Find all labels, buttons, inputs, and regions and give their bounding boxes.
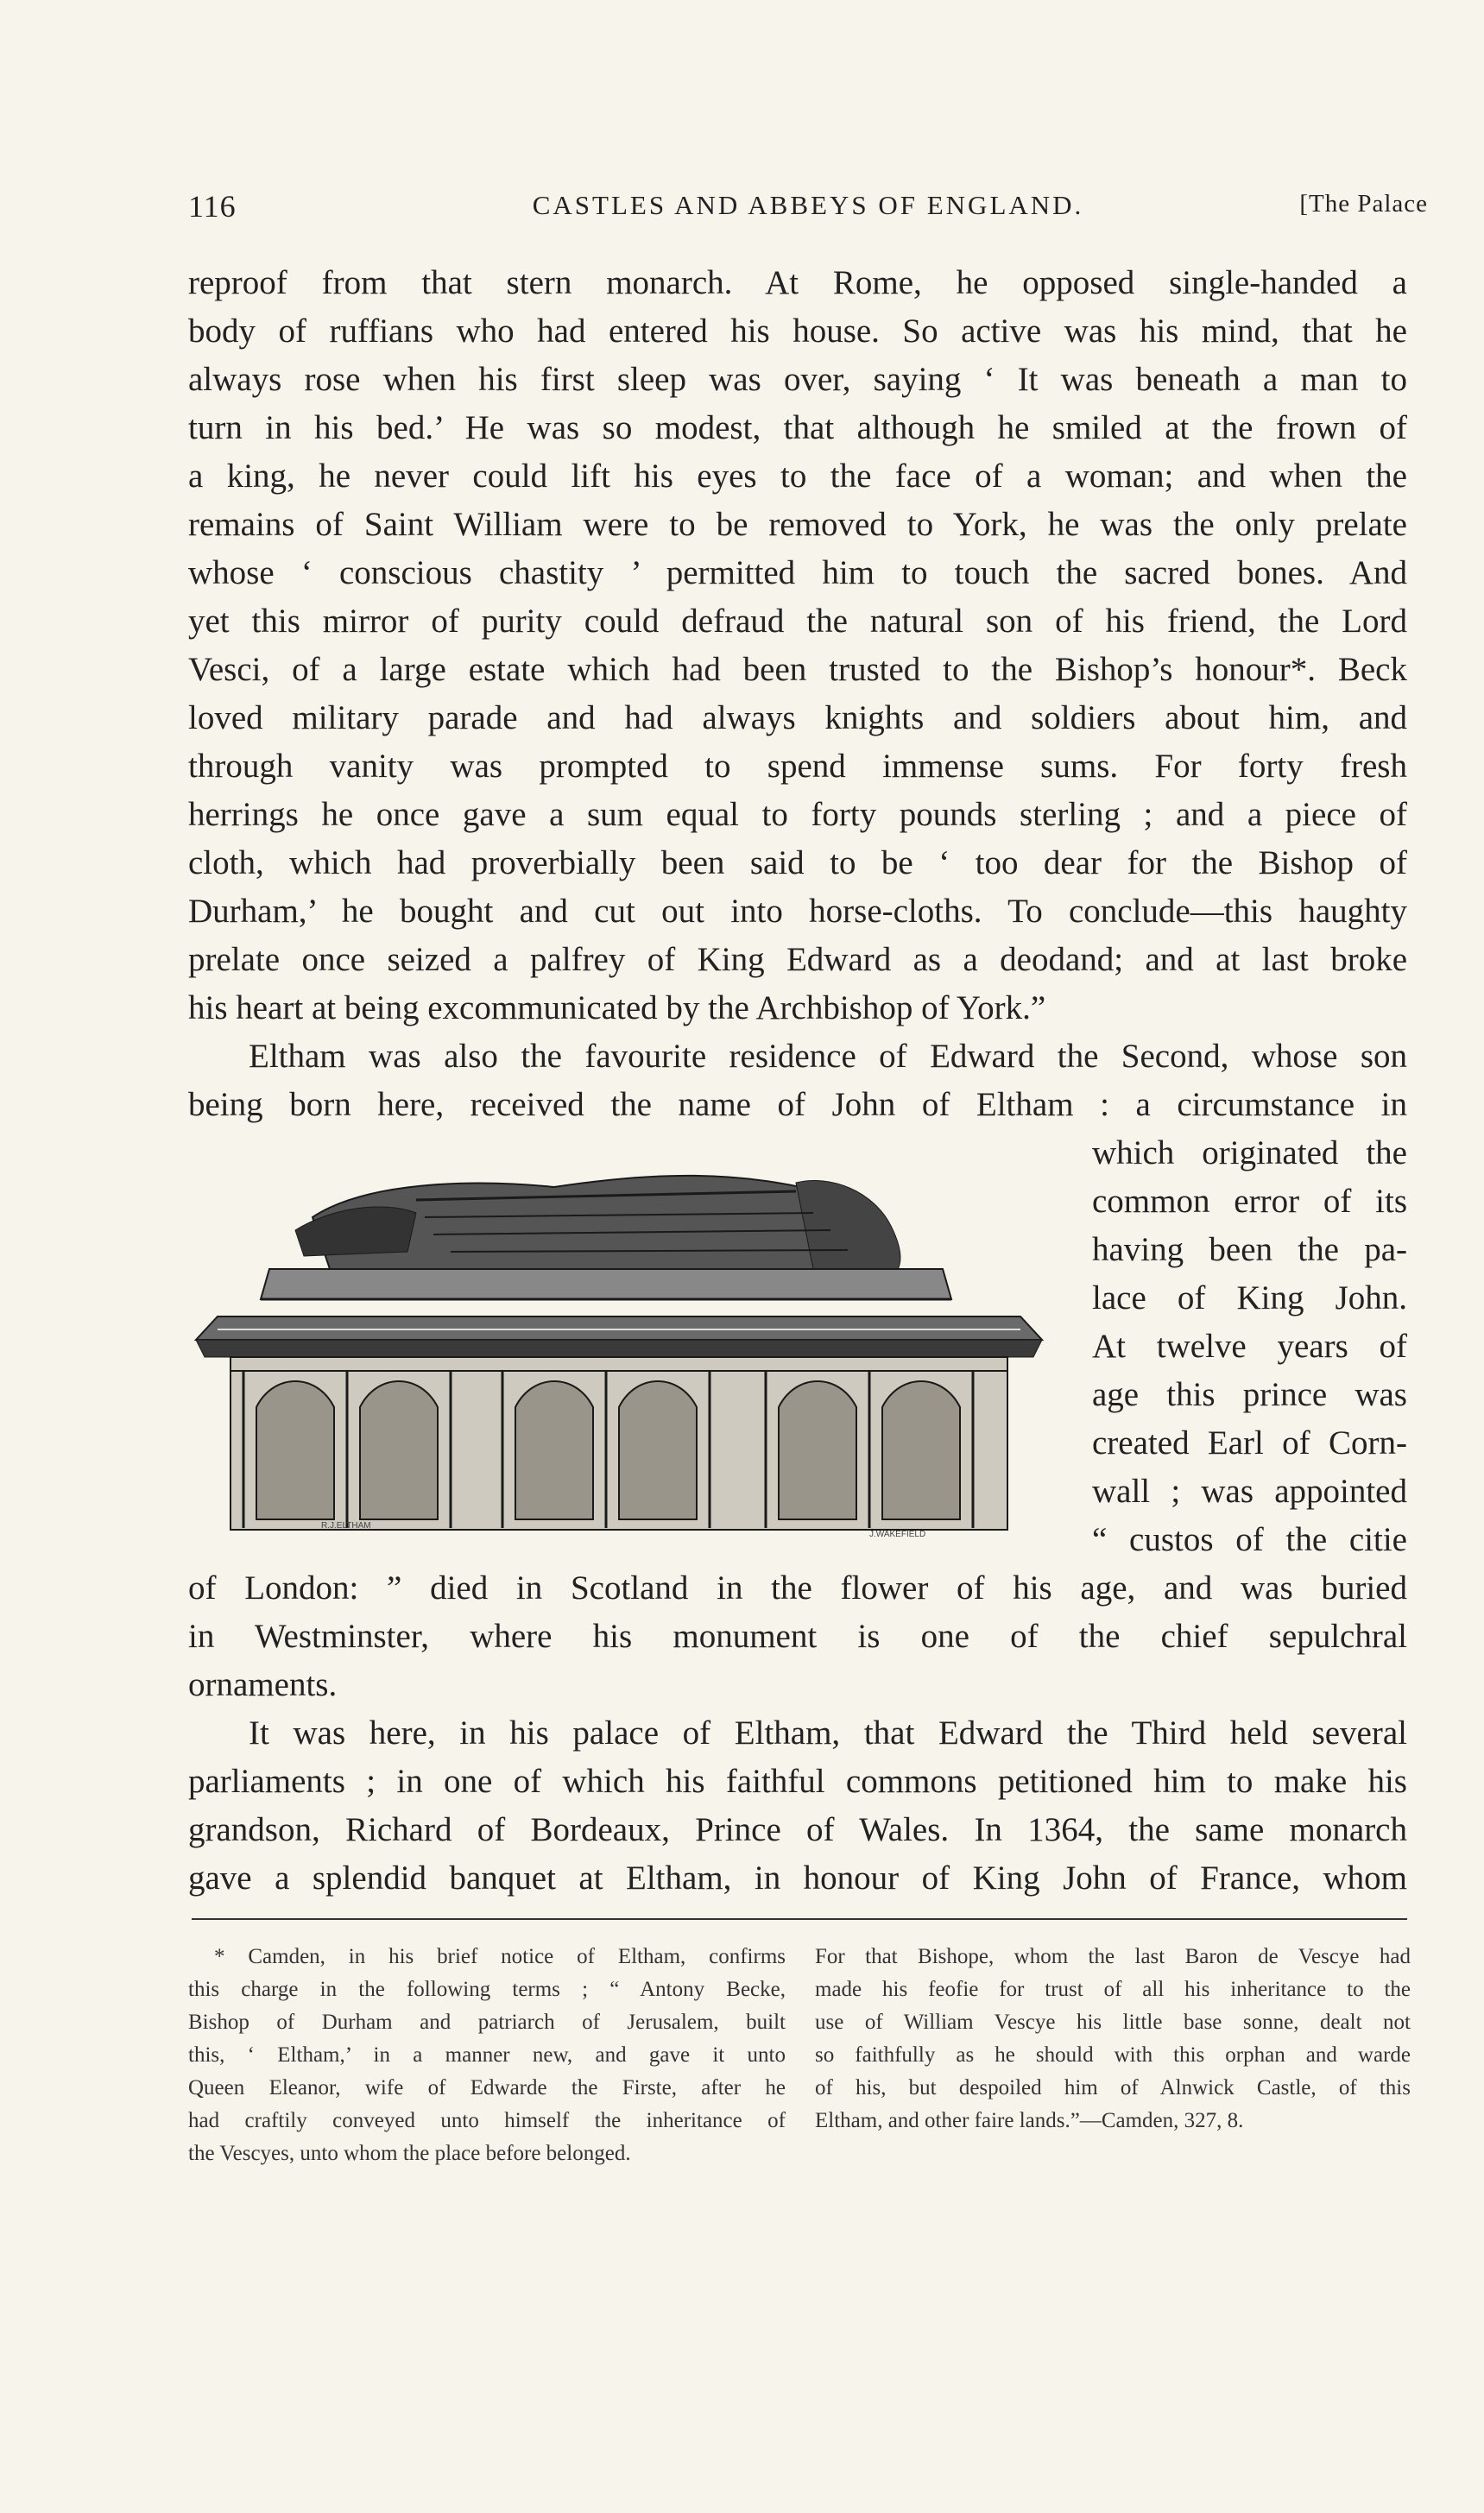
footnote-line: so faithfully as he should with this orphan and warde <box>815 2043 1411 2067</box>
text-line: turn in his bed.’ He was so modest, that although he smiled at the frown of <box>188 409 1407 446</box>
tomb-engraving <box>192 1148 1059 1537</box>
text-line: of London: ” died in Scotland in the flower of his age, and was buried <box>188 1569 1407 1607</box>
text-line: lace of King John. <box>1092 1279 1407 1316</box>
text-line: being born here, received the name of John of Eltham : a circumstance in <box>188 1086 1407 1123</box>
text-line: wall ; was appointed <box>1092 1473 1407 1510</box>
footnote-line: made his feofie for trust of all his inheritance to the <box>815 1978 1411 2001</box>
text-line: herrings he once gave a sum equal to forty pounds sterling ; and a piece of <box>188 796 1407 833</box>
text-line: It was here, in his palace of Eltham, that Edward the Third held several <box>249 1714 1407 1752</box>
footnote-right-column <box>815 1941 1411 2137</box>
text-line: through vanity was prompted to spend immense sums. For forty fresh <box>188 748 1407 785</box>
footnote-line: this charge in the following terms ; “ Antony Becke, <box>188 1978 786 2001</box>
footnote-line: this, ‘ Eltham,’ in a manner new, and gave it unto <box>188 2043 786 2067</box>
running-header <box>188 188 1428 223</box>
footnote-line: had craftily conveyed unto himself the inheritance of <box>188 2109 786 2132</box>
section-label: [The Palace <box>1299 190 1428 218</box>
text-line: age this prince was <box>1092 1376 1407 1413</box>
text-line: remains of Saint William were to be removed to York, he was the only prelate <box>188 506 1407 543</box>
text-line: which originated the <box>1092 1134 1407 1171</box>
text-line: parliaments ; in one of which his faithful commons petitioned him to make his <box>188 1763 1407 1800</box>
footnote-line: For that Bishope, whom the last Baron de Vescye had <box>815 1945 1411 1968</box>
text-line: cloth, which had proverbially been said to be ‘ too dear for the Bishop of <box>188 844 1407 881</box>
footnote-left-column <box>188 1941 786 2170</box>
footnote-divider <box>192 1918 1407 1920</box>
footnote-line: of his, but despoiled him of Alnwick Castle, of this <box>815 2076 1411 2099</box>
body-text-narrow <box>1092 1129 1407 1564</box>
text-line: in Westminster, where his monument is one of the chief sepulchral <box>188 1618 1407 1655</box>
text-line: body of ruffians who had entered his house. So active was his mind, that he <box>188 313 1407 350</box>
text-line: “ custos of the citie <box>1092 1521 1407 1558</box>
body-text-bottom <box>188 1564 1407 1903</box>
running-title: CASTLES AND ABBEYS OF ENGLAND. <box>532 190 1084 220</box>
text-line: yet this mirror of purity could defraud the natural son of his friend, the Lord <box>188 603 1407 640</box>
text-line: whose ‘ conscious chastity ’ permitted him to touch the sacred bones. And <box>188 554 1407 591</box>
text-line: Durham,’ he bought and cut out into horse-cloths. To conclude—this haughty <box>188 893 1407 930</box>
text-line: created Earl of Corn- <box>1092 1424 1407 1462</box>
page-number: 116 <box>188 189 237 224</box>
text-line: Vesci, of a large estate which had been trusted to the Bishop’s honour*. Beck <box>188 651 1407 688</box>
engraver-signature-right: J.WAKEFIELD <box>869 1530 926 1537</box>
body-text-top <box>188 259 1407 1129</box>
text-line: Eltham was also the favourite residence of Edward the Second, whose son <box>249 1038 1407 1075</box>
text-line: a king, he never could lift his eyes to the face of a woman; and when the <box>188 458 1407 495</box>
engraver-signature-left: R.J.ELTHAM <box>321 1521 371 1531</box>
text-line: having been the pa- <box>1092 1231 1407 1268</box>
text-line: his heart at being excommunicated by the Archbishop of York.” <box>188 989 1046 1026</box>
footnote-line: use of William Vescye his little base sonne, dealt not <box>815 2011 1411 2034</box>
text-line: gave a splendid banquet at Eltham, in honour of King John of France, whom <box>188 1859 1407 1897</box>
footnote-line: * Camden, in his brief notice of Eltham, confirms <box>214 1945 786 1968</box>
text-line: At twelve years of <box>1092 1328 1407 1365</box>
text-line: grandson, Richard of Bordeaux, Prince of Wales. In 1364, the same monarch <box>188 1811 1407 1848</box>
text-line: loved military parade and had always knights and soldiers about him, and <box>188 699 1407 736</box>
footnote-line: Eltham, and other faire lands.”—Camden, 327, 8. <box>815 2109 1244 2132</box>
footnote-line: the Vescyes, unto whom the place before belonged. <box>188 2142 631 2165</box>
text-line: ornaments. <box>188 1666 338 1703</box>
footnote-line: Queen Eleanor, wife of Edwarde the Firste, after he <box>188 2076 786 2099</box>
text-line: reproof from that stern monarch. At Rome, he opposed single-handed a <box>188 264 1407 301</box>
text-line: common error of its <box>1092 1183 1407 1220</box>
text-line: prelate once seized a palfrey of King Edward as a deodand; and at last broke <box>188 941 1407 978</box>
text-line: always rose when his first sleep was over, saying ‘ It was beneath a man to <box>188 361 1407 398</box>
footnote-line: Bishop of Durham and patriarch of Jerusalem, built <box>188 2011 786 2034</box>
